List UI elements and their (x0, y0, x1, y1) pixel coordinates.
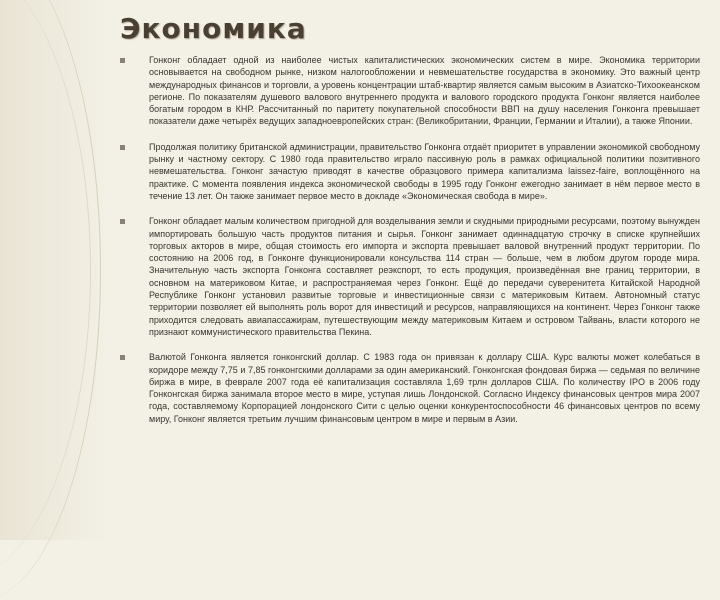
bullet-marker-icon (120, 145, 125, 150)
bullet-item (118, 215, 700, 338)
bullet-text: Валютой Гонконга является гонконгский доллар. С 1983 года он привязан к доллару США. Курс валюты может колебаться в коридоре между 7,75 и 7,85 гонконгскими долларами за один американский. Гонконгская фондовая биржа — седьмая по величине биржа в мире, в феврале 2007 года её капитализация составляла 1,69 трлн долларов США. По количеству IPO в 2006 году Гонконгская биржа занимала второе место в мире, уступая лишь Лондонской. Согласно Индексу финансовых центров мира 2007 года, составляемому Корпорацией лондонского Сити с целью оценки конкурентоспособности 46 финансовых центров по всему миру, Гонконг является третьим лучшим финансовым центром в мире и первым в Азии. (149, 352, 700, 424)
bullet-text: Гонконг обладает одной из наиболее чистых капиталистических экономических систем в мире. Экономика территории основывается на свободном рынке, низком налогообложении и невмешательстве государства в экономику. Это важный центр международных финансов и торговли, а уровень концентрации штаб-квартир является самым высоким в Азиатско-Тихоокеанском регионе. По показателям душевого валового внутреннего продукта и валового городского продукта Гонконг является наиболее богатым городом в КНР. Рассчитанный по паритету покупательной способности ВВП на душу населения Гонконга превышает показатели даже четырёх ведущих западноевропейских стран: (Великобритании, Франции, Германии и Италии), а также Японии. (149, 55, 700, 127)
bullet-item (118, 351, 700, 425)
bullet-text: Продолжая политику британской администрации, правительство Гонконга отдаёт приоритет в управлении экономикой свободному рынку и частному сектору. С 1980 года правительство играло пассивную роль в рамках официальной политики позитивного невмешательства. Гонконг зачастую приводят в качестве образцового примера капитализма laissez-faire, воплощённого на практике. С момента появления индекса экономической свободы в 1995 году Гонконг ежегодно занимает в нём первое место в течение 13 лет. Он также занимает первое место в докладе «Экономическая свобода в мире». (149, 141, 700, 201)
bullet-list (118, 54, 700, 438)
slide-title: Экономика (120, 12, 307, 45)
bullet-marker-icon (120, 219, 125, 224)
bullet-item (118, 54, 700, 128)
bullet-item (118, 141, 700, 202)
bullet-marker-icon (120, 58, 125, 63)
bullet-text: Гонконг обладает малым количеством пригодной для возделывания земли и скудными природными ресурсами, поэтому вынужден импортировать большую часть продуктов питания и сырья. Гонконг занимает одиннадцатую строчку в списке крупнейших торговых акторов в мире, общая стоимость его импорта и экспорта превышает валовой внутренний продукт территории. По состоянию на 2006 год, в Гонконге функционировали консульства 114 стран — больше, чем в любом другом городе мира. Значительную часть экспорта Гонконга составляет реэкспорт, то есть продукция, произведённая вне границ территории, в основном на материковом Китае, и распространяемая через Гонконг. Ещё до передачи суверенитета Китайской Народной Республике Гонконг установил развитые торговые и инвестиционные связи с материковым Китаем. Автономный статус территории позволяет ей выполнять роль ворот для инвестиций и ресурсов, направляющихся на континент. Через Гонконг также приходится следовать авиапассажирам, путешествующим между материковым Китаем и островом Тайвань, власти которого не признают коммунистического правительства Пекина. (149, 216, 700, 337)
bullet-marker-icon (120, 355, 125, 360)
